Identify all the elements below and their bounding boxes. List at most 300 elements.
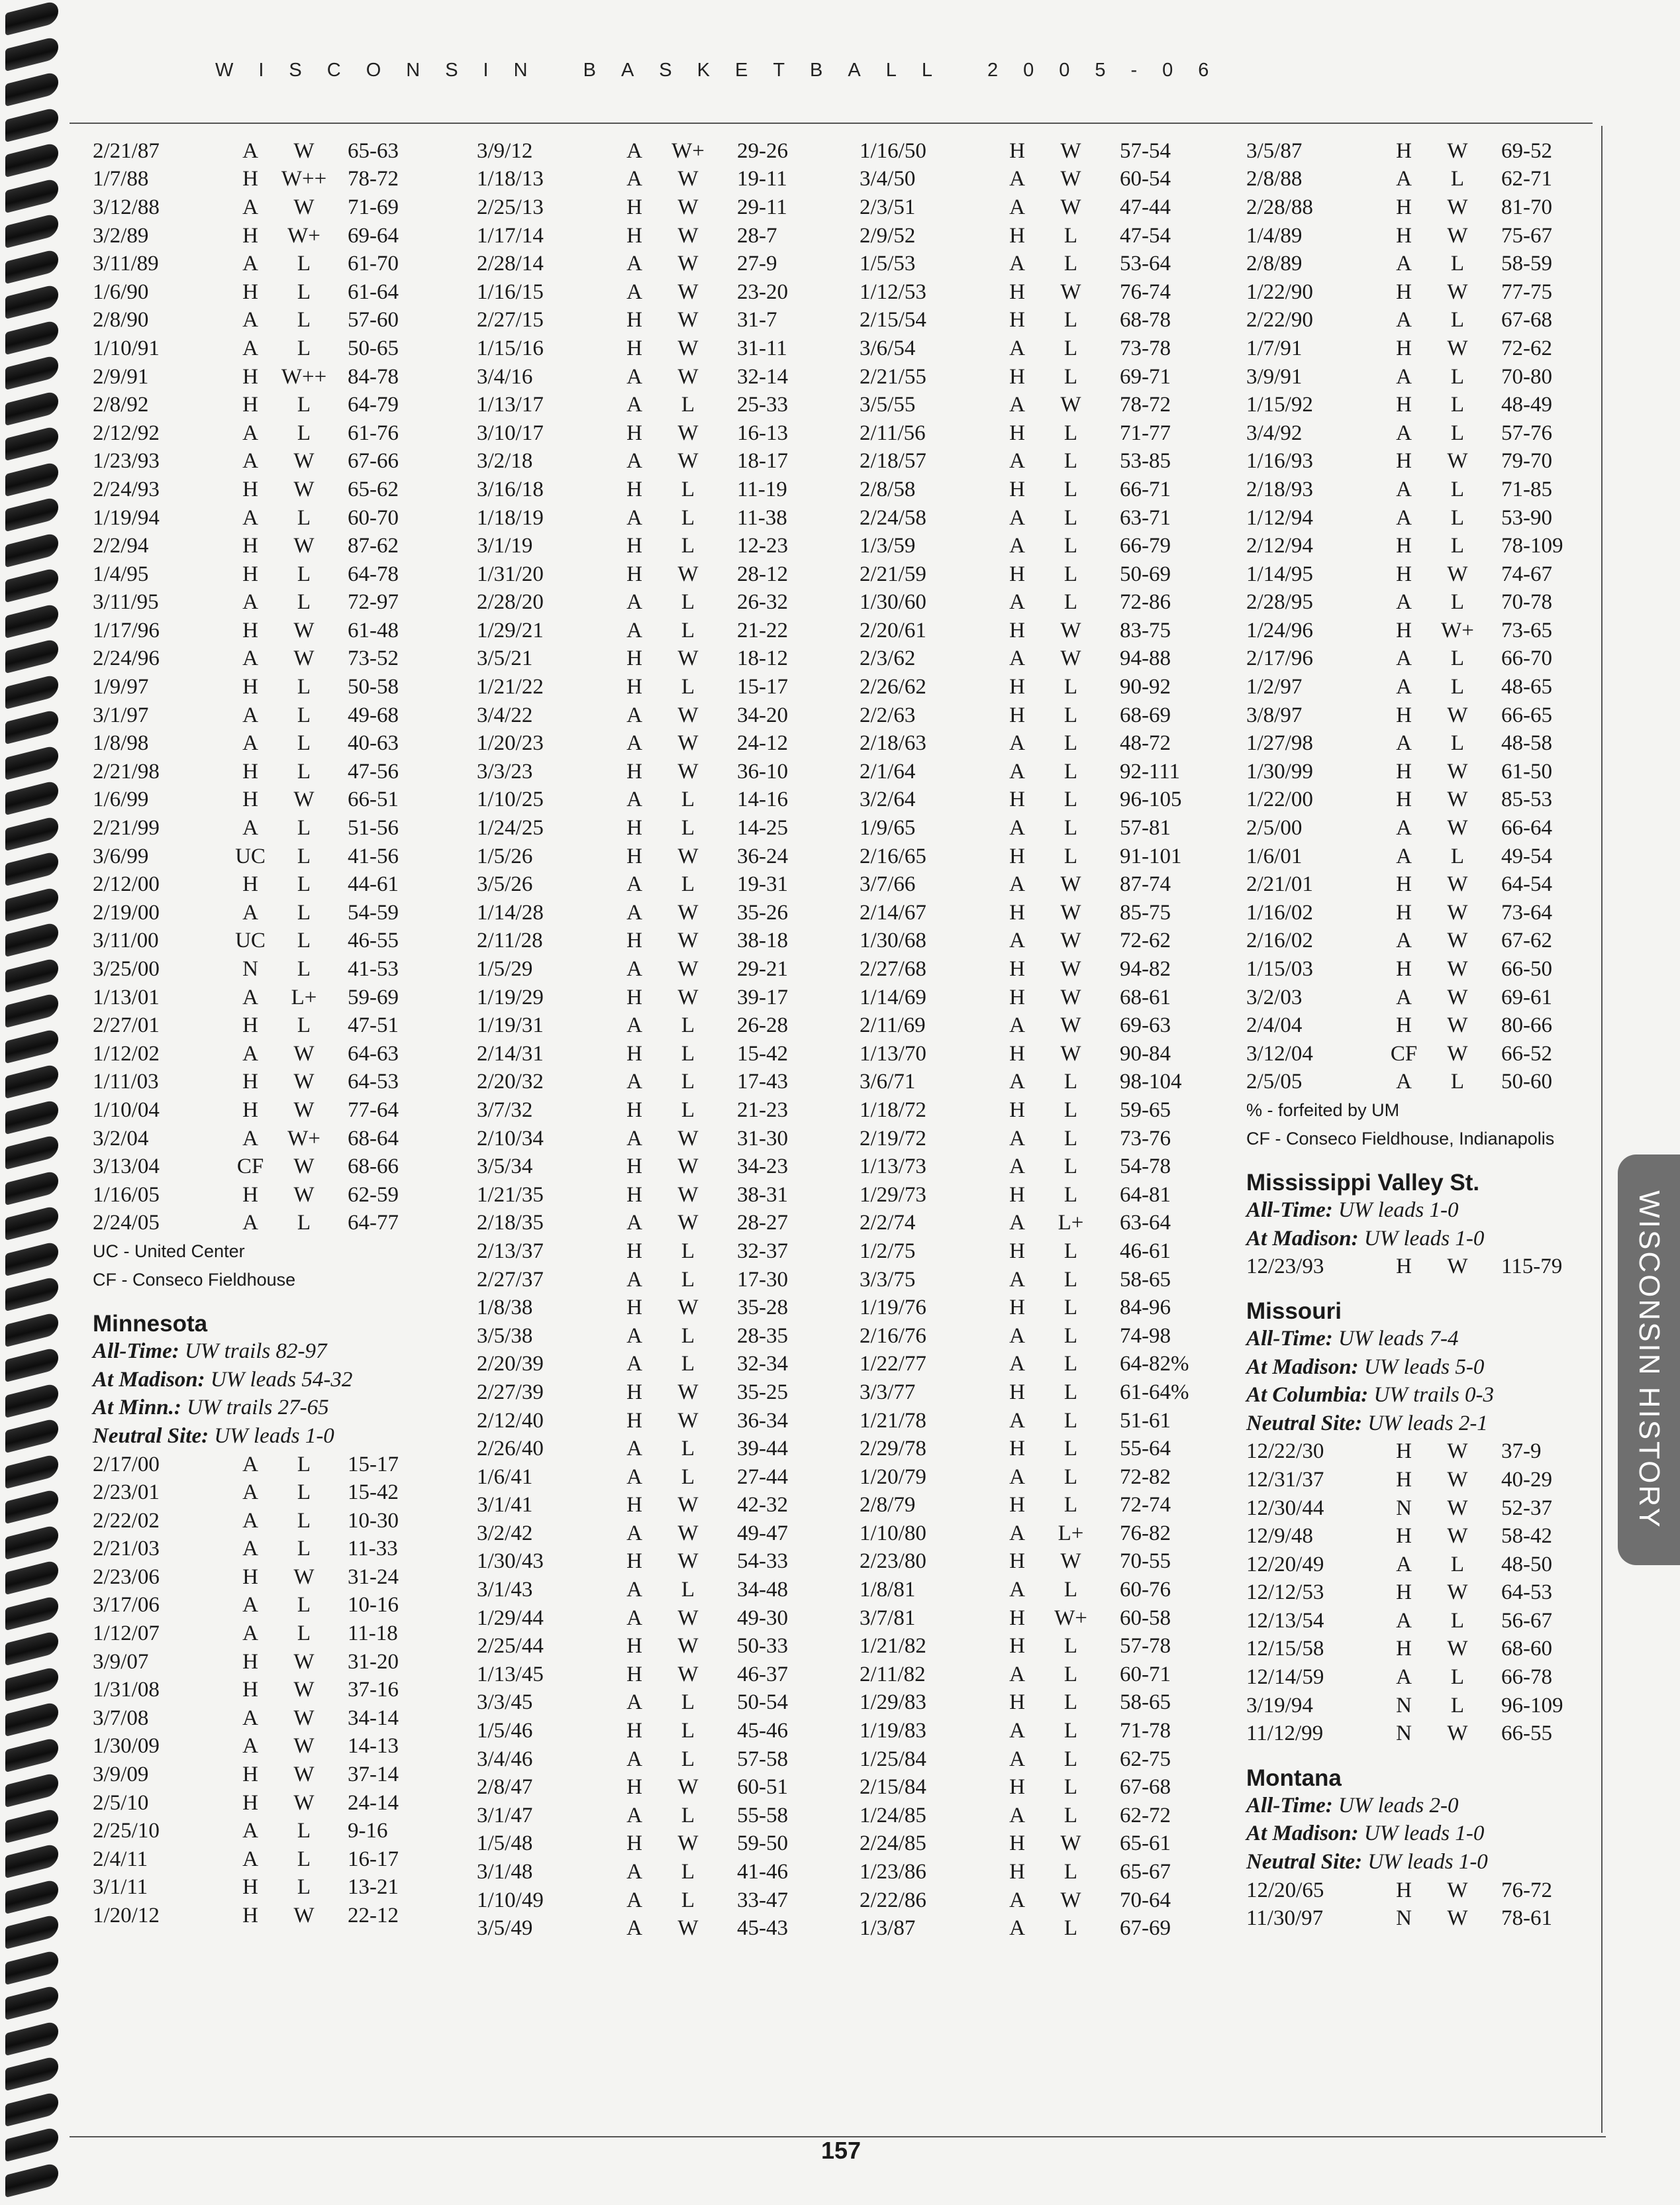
game-result: L: [1063, 675, 1078, 699]
game-date: 1/10/25: [477, 788, 544, 812]
game-result: W: [677, 223, 699, 248]
game-date: 1/12/53: [860, 280, 926, 304]
game-result: W: [293, 646, 315, 671]
game-score: 59-65: [1120, 1098, 1171, 1122]
game-score: 32-37: [737, 1239, 788, 1263]
game-score: 22-12: [348, 1904, 399, 1928]
results-column-3: [860, 137, 1244, 1943]
game-site: A: [1396, 421, 1412, 445]
game-row: [477, 1040, 861, 1068]
game-site: A: [626, 1606, 642, 1630]
game-date: 1/6/01: [1246, 844, 1303, 868]
game-score: 62-71: [1501, 167, 1552, 191]
game-site: A: [242, 646, 258, 671]
game-site: A: [242, 1126, 258, 1151]
game-result: W+: [1441, 618, 1474, 642]
game-date: 2/5/05: [1246, 1070, 1303, 1094]
game-site: H: [242, 1904, 258, 1928]
game-result: W: [293, 1763, 315, 1787]
summary-label: Neutral Site:: [93, 1423, 209, 1448]
game-date: 3/19/94: [1246, 1693, 1313, 1718]
game-row: [860, 786, 1244, 815]
game-score: 80-66: [1501, 1013, 1552, 1038]
game-date: 2/21/03: [93, 1537, 160, 1561]
game-result: W: [293, 1182, 315, 1207]
summary-label: All-Time:: [1246, 1198, 1333, 1223]
game-site: H: [1009, 421, 1025, 445]
game-score: 85-75: [1120, 900, 1171, 925]
game-row: [860, 1040, 1244, 1068]
game-site: A: [626, 1860, 642, 1884]
game-result: L: [1063, 1803, 1078, 1827]
game-score: 70-80: [1501, 364, 1552, 389]
binding-ring: [5, 1063, 58, 1099]
game-site: A: [626, 505, 642, 530]
game-date: 2/12/00: [93, 872, 160, 897]
summary-label: All-Time:: [93, 1339, 179, 1364]
game-row: [93, 1648, 464, 1676]
game-date: 2/23/01: [93, 1480, 160, 1505]
game-date: 1/14/95: [1246, 562, 1313, 586]
game-site: H: [1009, 280, 1025, 304]
binding-ring: [5, 1878, 58, 1914]
game-date: 1/24/96: [1246, 618, 1313, 642]
game-result: L: [1063, 731, 1078, 756]
game-result: W: [1447, 1721, 1468, 1746]
game-site: H: [1009, 957, 1025, 982]
game-date: 1/24/25: [477, 816, 544, 841]
game-site: A: [242, 1480, 258, 1505]
game-date: 2/27/37: [477, 1267, 544, 1292]
game-date: 1/13/01: [93, 985, 160, 1009]
game-row: [1246, 222, 1617, 250]
game-score: 54-33: [737, 1549, 788, 1574]
game-row: [1246, 984, 1617, 1012]
game-date: 1/23/93: [93, 449, 160, 474]
game-date: 3/5/21: [477, 646, 533, 671]
game-site: A: [1009, 534, 1025, 558]
game-result: L: [681, 1013, 695, 1038]
game-score: 28-27: [737, 1211, 788, 1235]
game-date: 12/31/37: [1246, 1467, 1324, 1492]
game-score: 10-30: [348, 1508, 399, 1533]
game-score: 24-12: [737, 731, 788, 756]
game-row: [1246, 758, 1617, 786]
game-score: 14-25: [737, 816, 788, 841]
game-date: 1/5/26: [477, 844, 533, 868]
game-row: [860, 532, 1244, 560]
game-row: [1246, 419, 1617, 448]
binding-ring: [5, 1347, 58, 1382]
game-row: [1246, 1579, 1617, 1608]
game-row: [93, 1592, 464, 1620]
game-result: W: [1447, 1467, 1468, 1492]
game-result: W: [1060, 929, 1081, 953]
game-score: 72-82: [1120, 1464, 1171, 1489]
game-result: W: [677, 985, 699, 1009]
game-date: 3/1/19: [477, 534, 533, 558]
game-row: [1246, 1011, 1617, 1040]
game-site: H: [1396, 1255, 1412, 1279]
game-result: L: [297, 675, 311, 699]
game-date: 12/15/58: [1246, 1637, 1324, 1661]
game-result: W: [293, 1706, 315, 1730]
game-site: H: [626, 1831, 642, 1856]
game-result: L: [681, 1267, 695, 1292]
game-site: A: [1009, 1464, 1025, 1489]
game-date: 2/14/31: [477, 1041, 544, 1066]
game-score: 69-61: [1501, 985, 1552, 1009]
game-site: A: [1009, 816, 1025, 841]
game-date: 1/22/90: [1246, 280, 1313, 304]
game-row: [93, 391, 464, 419]
series-summary: [1246, 1381, 1617, 1410]
game-site: A: [1009, 646, 1025, 671]
game-row: [477, 419, 861, 448]
game-site: H: [1396, 195, 1412, 219]
game-row: [860, 1548, 1244, 1576]
game-row: [477, 1435, 861, 1463]
series-summary: [93, 1366, 464, 1394]
game-result: L: [1063, 336, 1078, 360]
game-site: H: [626, 675, 642, 699]
binding-ring: [5, 567, 58, 603]
game-date: 2/11/82: [860, 1662, 926, 1686]
game-result: L: [681, 590, 695, 615]
game-result: L: [1063, 505, 1078, 530]
game-site: H: [1396, 336, 1412, 360]
game-site: H: [1009, 1437, 1025, 1461]
game-score: 75-67: [1501, 223, 1552, 248]
game-site: UC: [235, 929, 266, 953]
game-result: L: [681, 1239, 695, 1263]
game-score: 36-24: [737, 844, 788, 868]
game-result: W: [1060, 618, 1081, 642]
game-site: A: [1009, 1154, 1025, 1179]
game-score: 90-84: [1120, 1041, 1171, 1066]
game-score: 57-76: [1501, 421, 1552, 445]
game-site: H: [1396, 1013, 1412, 1038]
binding-ring: [5, 2162, 58, 2198]
game-result: L: [297, 1847, 311, 1871]
game-result: L: [297, 1593, 311, 1617]
binding-ring: [5, 178, 58, 213]
game-score: 84-96: [1120, 1296, 1171, 1320]
game-score: 76-74: [1120, 280, 1171, 304]
game-site: N: [1396, 1693, 1412, 1718]
game-score: 39-44: [737, 1437, 788, 1461]
game-date: 12/20/65: [1246, 1878, 1324, 1902]
game-row: [1246, 899, 1617, 927]
game-date: 3/4/16: [477, 364, 533, 389]
game-result: L: [297, 336, 311, 360]
game-result: W: [677, 1154, 699, 1179]
game-date: 2/18/63: [860, 731, 926, 756]
game-date: 2/11/56: [860, 421, 926, 445]
game-result: L: [1450, 477, 1465, 501]
binding-ring: [5, 2126, 58, 2162]
game-date: 1/10/80: [860, 1521, 926, 1545]
game-site: A: [626, 1013, 642, 1038]
game-result: L: [681, 1437, 695, 1461]
game-row: [477, 1322, 861, 1351]
game-site: A: [626, 872, 642, 897]
game-result: L: [681, 618, 695, 642]
game-site: H: [626, 195, 642, 219]
game-score: 61-70: [348, 252, 399, 276]
binding-ring: [5, 744, 58, 780]
game-date: 2/5/00: [1246, 816, 1303, 841]
game-row: [1246, 391, 1617, 419]
game-score: 9-16: [348, 1819, 388, 1843]
binding-ring: [5, 957, 58, 993]
game-date: 1/16/02: [1246, 900, 1313, 925]
game-date: 1/30/43: [477, 1549, 544, 1574]
game-site: H: [1009, 1493, 1025, 1517]
game-row: [477, 391, 861, 419]
game-date: 2/1/64: [860, 759, 916, 784]
game-site: H: [626, 1380, 642, 1404]
summary-label: Neutral Site:: [1246, 1411, 1363, 1435]
game-score: 53-90: [1501, 505, 1552, 530]
game-row: [860, 250, 1244, 278]
binding-ring: [5, 1453, 58, 1489]
game-row: [1246, 1904, 1617, 1933]
game-date: 3/25/00: [93, 957, 160, 982]
game-site: A: [1009, 1070, 1025, 1094]
game-result: L: [1063, 308, 1078, 333]
game-site: H: [1396, 957, 1412, 982]
game-site: A: [242, 336, 258, 360]
game-row: [93, 870, 464, 899]
game-result: W: [1447, 1439, 1468, 1464]
game-score: 54-59: [348, 900, 399, 925]
game-result: W: [677, 1408, 699, 1433]
game-site: A: [1009, 1578, 1025, 1602]
game-score: 71-78: [1120, 1719, 1171, 1743]
game-result: L: [297, 308, 311, 333]
game-score: 63-64: [1120, 1211, 1171, 1235]
game-site: A: [1396, 929, 1412, 953]
game-score: 64-78: [348, 562, 399, 586]
game-date: 1/22/77: [860, 1352, 926, 1376]
game-row: [860, 870, 1244, 899]
game-row: [860, 1237, 1244, 1266]
game-row: [1246, 1551, 1617, 1579]
game-row: [860, 307, 1244, 335]
game-site: H: [1009, 703, 1025, 727]
game-row: [477, 250, 861, 278]
binding-ring: [5, 1808, 58, 1843]
game-site: A: [1009, 1521, 1025, 1545]
game-row: [860, 1463, 1244, 1492]
game-date: 1/9/65: [860, 816, 916, 841]
game-row: [93, 701, 464, 730]
game-site: A: [1009, 336, 1025, 360]
game-site: A: [1009, 590, 1025, 615]
game-score: 34-20: [737, 703, 788, 727]
game-site: H: [242, 788, 258, 812]
game-score: 58-65: [1120, 1690, 1171, 1715]
game-score: 54-78: [1120, 1154, 1171, 1179]
game-date: 2/25/44: [477, 1634, 544, 1659]
game-date: 1/13/73: [860, 1154, 926, 1179]
game-score: 71-69: [348, 195, 399, 219]
game-date: 1/7/88: [93, 167, 149, 191]
game-row: [1246, 843, 1617, 871]
game-date: 2/10/34: [477, 1126, 544, 1151]
game-site: H: [626, 562, 642, 586]
game-date: 3/2/64: [860, 788, 916, 812]
game-score: 14-13: [348, 1734, 399, 1759]
game-result: L: [1063, 364, 1078, 389]
game-score: 52-37: [1501, 1496, 1552, 1520]
game-result: L: [1063, 759, 1078, 784]
game-site: H: [1009, 477, 1025, 501]
game-date: 1/15/92: [1246, 393, 1313, 417]
game-row: [477, 1886, 861, 1915]
game-row: [860, 476, 1244, 504]
game-date: 2/15/54: [860, 308, 926, 333]
game-site: H: [626, 1662, 642, 1686]
game-date: 1/21/82: [860, 1634, 926, 1659]
game-row: [1246, 334, 1617, 363]
game-result: W: [1447, 816, 1468, 841]
game-date: 2/12/94: [1246, 534, 1313, 558]
game-site: H: [1009, 1690, 1025, 1715]
game-row: [477, 984, 861, 1012]
game-score: 79-70: [1501, 449, 1552, 474]
game-row: [477, 1181, 861, 1209]
game-row: [477, 701, 861, 730]
game-row: [93, 1011, 464, 1040]
game-date: 2/21/01: [1246, 872, 1313, 897]
game-date: 2/14/67: [860, 900, 926, 925]
game-result: W: [293, 449, 315, 474]
game-site: H: [626, 1719, 642, 1743]
binding-ring: [5, 2055, 58, 2091]
game-site: H: [626, 646, 642, 671]
game-date: 2/21/59: [860, 562, 926, 586]
game-score: 28-7: [737, 223, 777, 248]
game-score: 96-105: [1120, 788, 1182, 812]
game-row: [860, 701, 1244, 730]
game-date: 2/8/92: [93, 393, 149, 417]
game-result: L: [1063, 788, 1078, 812]
game-row: [477, 166, 861, 194]
game-site: H: [626, 421, 642, 445]
game-row: [1246, 1719, 1617, 1748]
game-result: L: [297, 929, 311, 953]
game-score: 78-109: [1501, 534, 1563, 558]
game-result: W: [1060, 167, 1081, 191]
binding-ring: [5, 1595, 58, 1631]
binding-ring: [5, 603, 58, 639]
game-row: [860, 1830, 1244, 1859]
game-result: L: [1063, 1916, 1078, 1941]
game-score: 61-50: [1501, 759, 1552, 784]
game-result: W: [1447, 872, 1468, 897]
game-row: [1246, 1692, 1617, 1720]
game-score: 66-71: [1120, 477, 1171, 501]
binding-ring: [5, 1241, 58, 1276]
game-result: L: [1063, 449, 1078, 474]
summary-label: At Madison:: [1246, 1821, 1359, 1846]
game-score: 51-61: [1120, 1408, 1171, 1433]
game-row: [860, 1209, 1244, 1238]
summary-label: Neutral Site:: [1246, 1850, 1363, 1874]
game-result: L: [297, 1480, 311, 1505]
game-row: [93, 419, 464, 448]
game-row: [860, 1322, 1244, 1351]
game-row: [93, 1761, 464, 1789]
game-row: [860, 1266, 1244, 1294]
game-score: 91-101: [1120, 844, 1182, 868]
game-site: H: [1009, 364, 1025, 389]
game-score: 50-65: [348, 336, 399, 360]
game-date: 12/23/93: [1246, 1255, 1324, 1279]
game-site: H: [1396, 1637, 1412, 1661]
game-date: 1/8/81: [860, 1578, 916, 1602]
game-score: 78-72: [1120, 393, 1171, 417]
game-date: 2/18/57: [860, 449, 926, 474]
game-result: W: [677, 1831, 699, 1856]
game-score: 48-72: [1120, 731, 1171, 756]
game-site: A: [1009, 929, 1025, 953]
game-site: A: [626, 449, 642, 474]
game-site: H: [1009, 985, 1025, 1009]
game-score: 42-32: [737, 1493, 788, 1517]
game-result: L: [1063, 223, 1078, 248]
game-row: [93, 532, 464, 560]
game-date: 1/24/85: [860, 1803, 926, 1827]
game-row: [860, 1661, 1244, 1689]
game-date: 1/6/41: [477, 1464, 533, 1489]
game-result: L+: [291, 985, 317, 1009]
binding-ring: [5, 1630, 58, 1666]
game-site: H: [1396, 138, 1412, 163]
game-score: 46-37: [737, 1662, 788, 1686]
game-result: L: [297, 590, 311, 615]
binding-ring: [5, 1524, 58, 1560]
game-row: [860, 278, 1244, 307]
game-date: 1/2/97: [1246, 675, 1303, 699]
game-site: H: [242, 675, 258, 699]
game-result: L: [681, 1041, 695, 1066]
game-row: [860, 166, 1244, 194]
game-score: 53-64: [1120, 252, 1171, 276]
game-result: L: [1450, 1070, 1465, 1094]
game-score: 11-18: [348, 1621, 398, 1646]
game-site: H: [1009, 1831, 1025, 1856]
game-row: [860, 1689, 1244, 1718]
game-result: W: [293, 138, 315, 163]
game-site: H: [242, 167, 258, 191]
game-result: L: [1063, 1182, 1078, 1207]
game-result: W: [677, 308, 699, 333]
game-score: 28-35: [737, 1323, 788, 1348]
game-site: H: [1009, 844, 1025, 868]
game-score: 63-71: [1120, 505, 1171, 530]
game-result: L: [297, 957, 311, 982]
game-site: H: [626, 1239, 642, 1263]
game-row: [860, 193, 1244, 222]
game-site: A: [242, 985, 258, 1009]
game-site: A: [1396, 590, 1412, 615]
game-row: [860, 1632, 1244, 1661]
game-result: W: [293, 618, 315, 642]
game-site: A: [626, 393, 642, 417]
